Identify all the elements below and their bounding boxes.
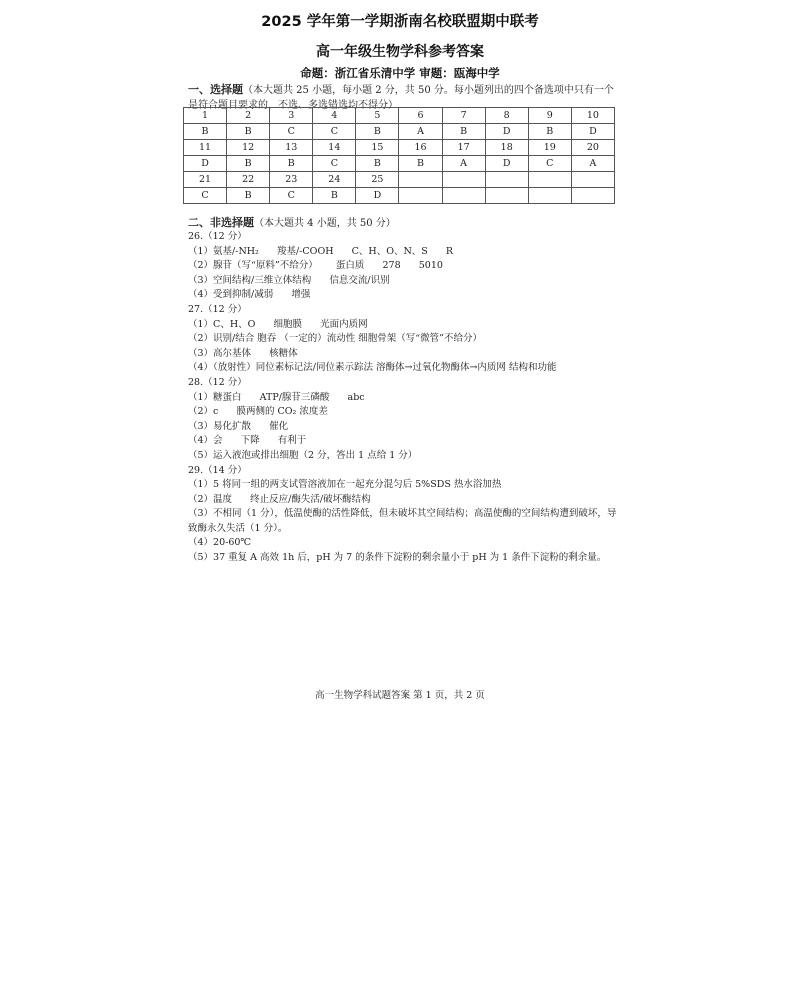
table-row bbox=[184, 156, 615, 172]
table-cell: B bbox=[270, 156, 313, 172]
table-cell bbox=[442, 188, 485, 204]
answer-line: （4）20-60℃ bbox=[188, 537, 252, 549]
table-cell: 4 bbox=[313, 108, 356, 124]
answer-line: （3）高尔基体 核糖体 bbox=[188, 347, 298, 359]
table-cell: 6 bbox=[399, 108, 442, 124]
table-cell: 22 bbox=[227, 172, 270, 188]
table-cell: 14 bbox=[313, 140, 356, 156]
answer-table bbox=[183, 107, 615, 204]
table-cell: D bbox=[571, 124, 614, 140]
table-cell: C bbox=[528, 156, 571, 172]
section-open-intro bbox=[188, 215, 618, 231]
table-cell bbox=[485, 188, 528, 204]
answer-line: （2）温度 终止反应/酶失活/破坏酶结构 bbox=[188, 493, 371, 505]
answer-line: （5）37 重复 A 高效 1h 后，pH 为 7 的条件下淀粉的剩余量小于 pH 为 1 条件下淀粉的剩余量。 bbox=[188, 552, 607, 564]
table-cell: 15 bbox=[356, 140, 399, 156]
answer-line: （2）腺苷（写“原料”不给分） 蛋白质 278 5010 bbox=[188, 260, 443, 272]
table-row bbox=[184, 188, 615, 204]
table-cell: A bbox=[399, 124, 442, 140]
answer-key-subtitle: 高一年级生物学科参考答案 bbox=[316, 44, 484, 60]
section1-note: （本大题共 25 小题，每小题 2 分，共 50 分。每小题列出的四个备选项中只有一个是符合题目要求的，不选、多选错选均不得分） bbox=[188, 85, 614, 111]
answer-line: （1）5 将同一组的两支试管溶液加在一起充分混匀后 5%SDS 热水浴加热 bbox=[188, 479, 502, 491]
answer-line: （5）运入液泡或排出细胞（2 分，答出 1 点给 1 分） bbox=[188, 449, 418, 461]
answer-line: （1）C、H、O 细胞膜 光面内质网 bbox=[188, 318, 368, 330]
table-cell: D bbox=[184, 156, 227, 172]
table-cell: 7 bbox=[442, 108, 485, 124]
authors-line: 命题：浙江省乐清中学 审题：瓯海中学 bbox=[300, 66, 500, 80]
table-row bbox=[184, 172, 615, 188]
table-cell: 11 bbox=[184, 140, 227, 156]
table-cell: D bbox=[356, 188, 399, 204]
exam-title: 2025 学年第一学期浙南名校联盟期中联考 bbox=[261, 14, 539, 30]
answer-line: （2）识别/结合 胞吞 （一定的）流动性 细胞骨架（写“微管”不给分） bbox=[188, 333, 483, 345]
table-cell: C bbox=[270, 188, 313, 204]
table-cell: B bbox=[528, 124, 571, 140]
table-cell: 16 bbox=[399, 140, 442, 156]
table-cell: B bbox=[356, 156, 399, 172]
question-header: 27.（12 分） bbox=[188, 303, 247, 315]
table-cell: 3 bbox=[270, 108, 313, 124]
open-answers bbox=[188, 230, 618, 566]
table-cell bbox=[485, 172, 528, 188]
question-header: 26.（12 分） bbox=[188, 231, 247, 242]
page-footer: 高一生物学科试题答案 第 1 页，共 2 页 bbox=[315, 690, 485, 701]
table-cell: 1 bbox=[184, 108, 227, 124]
table-cell bbox=[528, 172, 571, 188]
table-cell: 17 bbox=[442, 140, 485, 156]
table-cell: B bbox=[227, 188, 270, 204]
table-cell: C bbox=[313, 124, 356, 140]
table-cell: B bbox=[227, 124, 270, 140]
answer-line: （3）不相同（1 分），低温使酶的活性降低，但未破坏其空间结构；高温使酶的空间结构遭到破坏，导致酶永久失活（1 分）。 bbox=[188, 508, 617, 534]
table-cell: 21 bbox=[184, 172, 227, 188]
section2-heading: 二、非选择题 bbox=[188, 216, 254, 229]
table-cell: 9 bbox=[528, 108, 571, 124]
table-cell: B bbox=[227, 156, 270, 172]
table-cell: 5 bbox=[356, 108, 399, 124]
table-cell: C bbox=[184, 188, 227, 204]
table-cell: D bbox=[485, 124, 528, 140]
answer-line: （1）糖蛋白 ATP/腺苷三磷酸 abc bbox=[188, 391, 365, 403]
table-cell bbox=[399, 188, 442, 204]
table-cell: C bbox=[270, 124, 313, 140]
table-row bbox=[184, 140, 615, 156]
answer-line: （4）会 下降 有利于 bbox=[188, 435, 307, 447]
table-cell: B bbox=[399, 156, 442, 172]
table-cell: 18 bbox=[485, 140, 528, 156]
table-cell bbox=[571, 172, 614, 188]
table-cell: B bbox=[356, 124, 399, 140]
answer-line: （2）c 膜两侧的 CO₂ 浓度差 bbox=[188, 406, 328, 418]
table-row bbox=[184, 124, 615, 140]
table-row bbox=[184, 108, 615, 124]
table-cell bbox=[571, 188, 614, 204]
table-cell bbox=[442, 172, 485, 188]
table-cell: 8 bbox=[485, 108, 528, 124]
table-cell: 23 bbox=[270, 172, 313, 188]
answer-line: （3）空间结构/三维立体结构 信息交流/识别 bbox=[188, 274, 390, 286]
table-cell: 10 bbox=[571, 108, 614, 124]
table-cell: 19 bbox=[528, 140, 571, 156]
question-header: 28.（12 分） bbox=[188, 376, 247, 388]
table-cell: 12 bbox=[227, 140, 270, 156]
table-cell: 25 bbox=[356, 172, 399, 188]
table-cell: B bbox=[313, 188, 356, 204]
table-cell: 24 bbox=[313, 172, 356, 188]
table-cell: 2 bbox=[227, 108, 270, 124]
table-cell: A bbox=[571, 156, 614, 172]
answer-line: （1）氨基/-NH₂ 羧基/-COOH C、H、O、N、S R bbox=[188, 245, 454, 257]
section2-note: （本大题共 4 小题，共 50 分） bbox=[254, 218, 396, 229]
question-header: 29.（14 分） bbox=[188, 464, 247, 476]
table-cell: C bbox=[313, 156, 356, 172]
table-cell: B bbox=[184, 124, 227, 140]
answer-line: （4）（放射性）同位素标记法/同位素示踪法 溶酶体→过氧化物酶体→内质网 结构和功能 bbox=[188, 362, 557, 374]
table-cell bbox=[399, 172, 442, 188]
answer-line: （3）易化扩散 催化 bbox=[188, 420, 289, 432]
table-cell: 20 bbox=[571, 140, 614, 156]
table-cell: 13 bbox=[270, 140, 313, 156]
table-cell: D bbox=[485, 156, 528, 172]
table-cell: A bbox=[442, 156, 485, 172]
section1-heading: 一、选择题 bbox=[188, 83, 243, 96]
table-cell bbox=[528, 188, 571, 204]
answer-line: （4）受到抑制/减弱 增强 bbox=[188, 289, 311, 301]
table-cell: B bbox=[442, 124, 485, 140]
